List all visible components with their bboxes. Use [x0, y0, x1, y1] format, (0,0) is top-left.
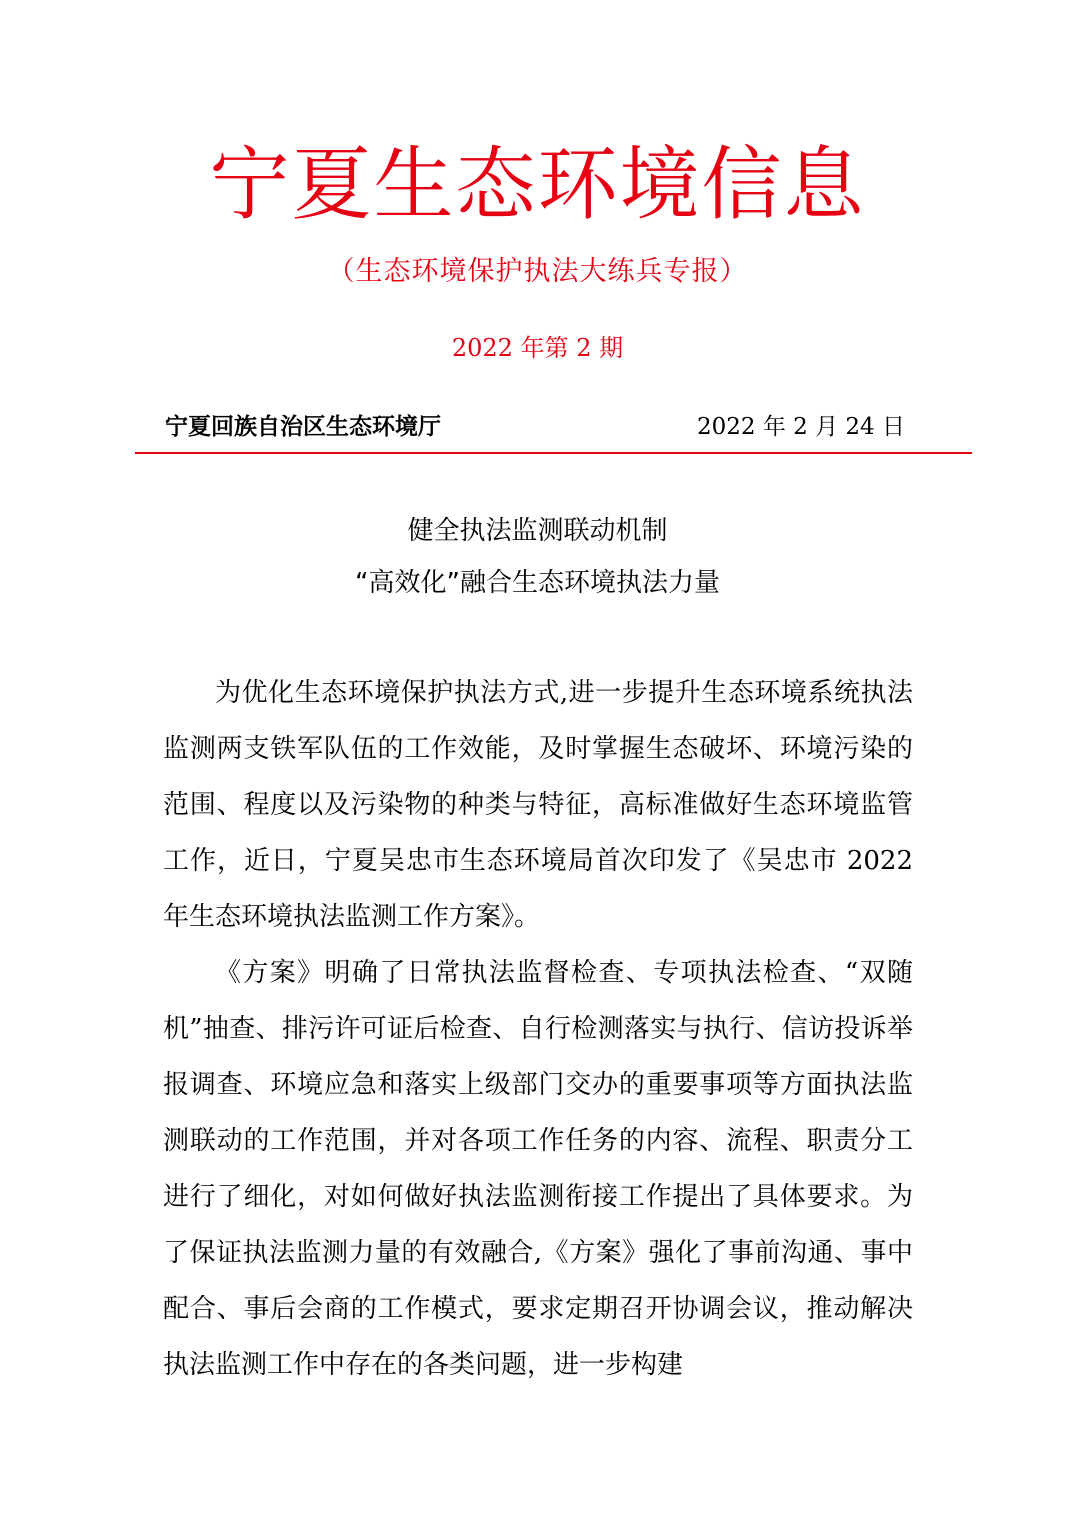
masthead-subtitle: （生态环境保护执法大练兵专报） — [327, 256, 748, 287]
issue-number: 2022 年第 2 期 — [451, 334, 624, 362]
article-paragraph: 为优化生态环境保护执法方式,进一步提升生态环境系统执法监测两支铁军队伍的工作效能，及时掌握生态破坏、环境污染的范围、程度以及污染物的种类与特征，高标准做好生态环境监管工作，近日，宁夏吴忠市生态环境局首次印发了《吴忠市 2022 年生态环境执法监测工作方案》。 — [163, 678, 913, 932]
article-title-line-1: 健全执法监测联动机制 — [407, 516, 668, 546]
issue-date: 2022 年 2 月 24 日 — [697, 414, 905, 440]
article-title-line-2: “高效化”融合生态环境执法力量 — [355, 568, 720, 598]
article-paragraph: 《方案》明确了日常执法监督检查、专项执法检查、“双随机”抽查、排污许可证后检查、自行检测落实与执行、信访投诉举报调查、环境应急和落实上级部门交办的重要事项等方面执法监测联动的工作范围，并对各项工作任务的内容、流程、职责分工进行了细化，对如何做好执法监测衔接工作提出了具体要求。为了保证执法监测力量的有效融合,《方案》强化了事前沟通、事中配合、事后会商的工作模式，要求定期召开协调会议，推动解决执法监测工作中存在的各类问题，进一步构建 — [163, 958, 913, 1380]
header-divider — [135, 452, 972, 454]
article-body — [163, 665, 913, 1393]
issuing-agency: 宁夏回族自治区生态环境厅 — [165, 413, 441, 440]
masthead-title: 宁夏生态环境信息 — [209, 138, 866, 231]
article-title — [0, 505, 1075, 609]
